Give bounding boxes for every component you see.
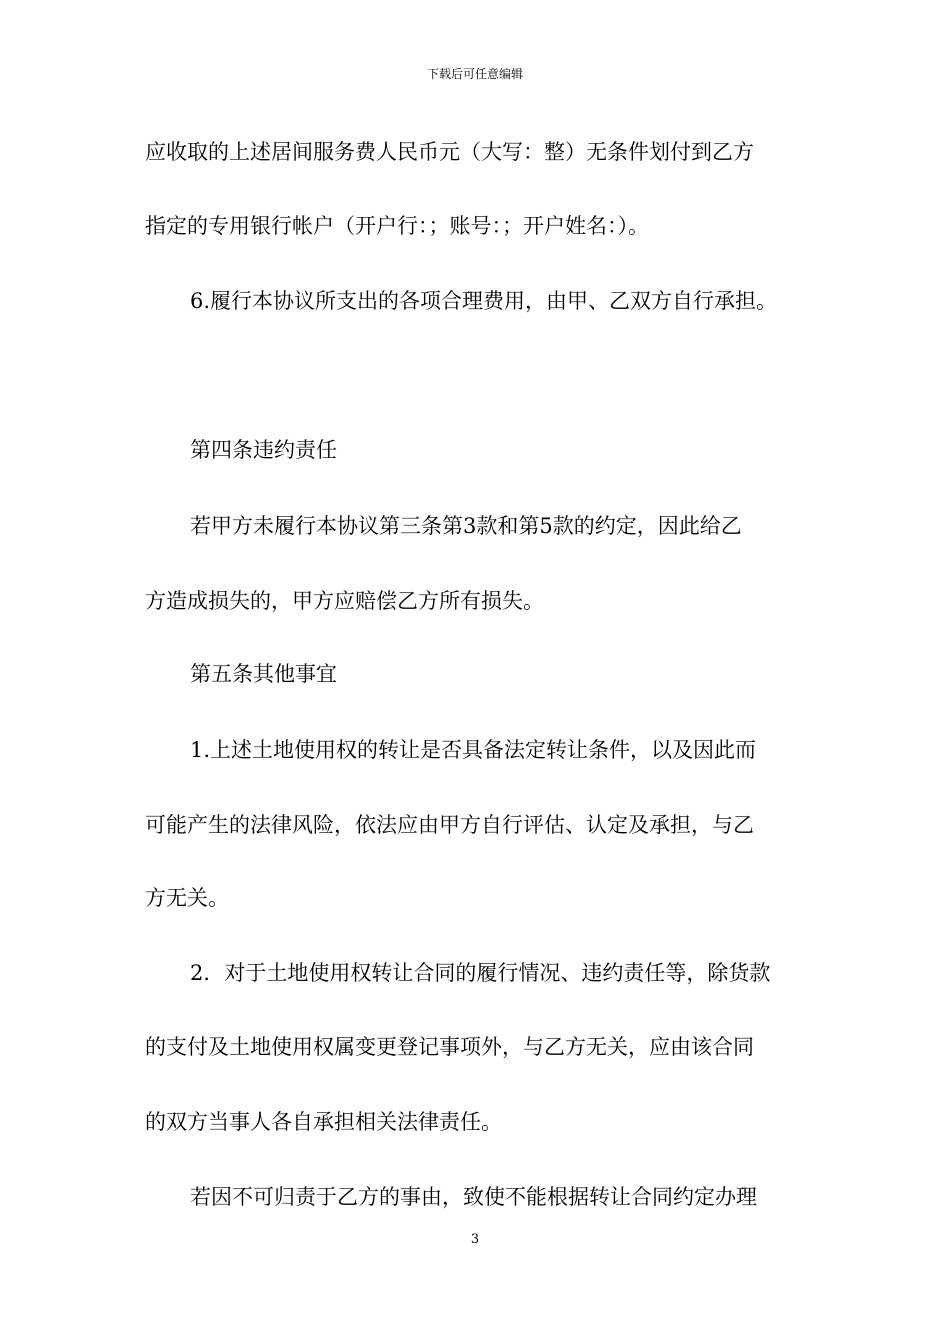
paragraph-line: 若因不可归责于乙方的事由，致使不能根据转让合同约定办理 xyxy=(190,1185,757,1209)
page-number: 3 xyxy=(470,1232,480,1247)
paragraph-line: 方无关。 xyxy=(145,886,229,910)
paragraph-line: 可能产生的法律风险，依法应由甲方自行评估、认定及承担，与乙 xyxy=(145,813,754,837)
paragraph-line: 方造成损失的，甲方应赔偿乙方所有损失。 xyxy=(145,589,544,613)
paragraph-line: 2．对于土地使用权转让合同的履行情况、违约责任等，除货款 xyxy=(190,961,771,985)
paragraph-line: 的支付及土地使用权属变更登记事项外，与乙方无关，应由该合同 xyxy=(145,1035,754,1059)
paragraph-line: 的双方当事人各自承担相关法律责任。 xyxy=(145,1110,502,1134)
section-heading: 第五条其他事宜 xyxy=(190,662,337,686)
paragraph-line: 应收取的上述居间服务费人民币元（大写：整）无条件划付到乙方 xyxy=(145,140,754,164)
paragraph-line: 6.履行本协议所支出的各项合理费用，由甲、乙双方自行承担。 xyxy=(190,289,778,313)
paragraph-line: 若甲方未履行本协议第三条第3款和第5款的约定，因此给乙 xyxy=(190,514,742,538)
section-heading: 第四条违约责任 xyxy=(190,438,337,462)
page-header: 下载后可任意编辑 xyxy=(426,67,523,81)
paragraph-line: 指定的专用银行帐户（开户行：；账号：；开户姓名：）。 xyxy=(145,214,649,238)
paragraph-line: 1.上述土地使用权的转让是否具备法定转让条件，以及因此而 xyxy=(190,738,757,762)
